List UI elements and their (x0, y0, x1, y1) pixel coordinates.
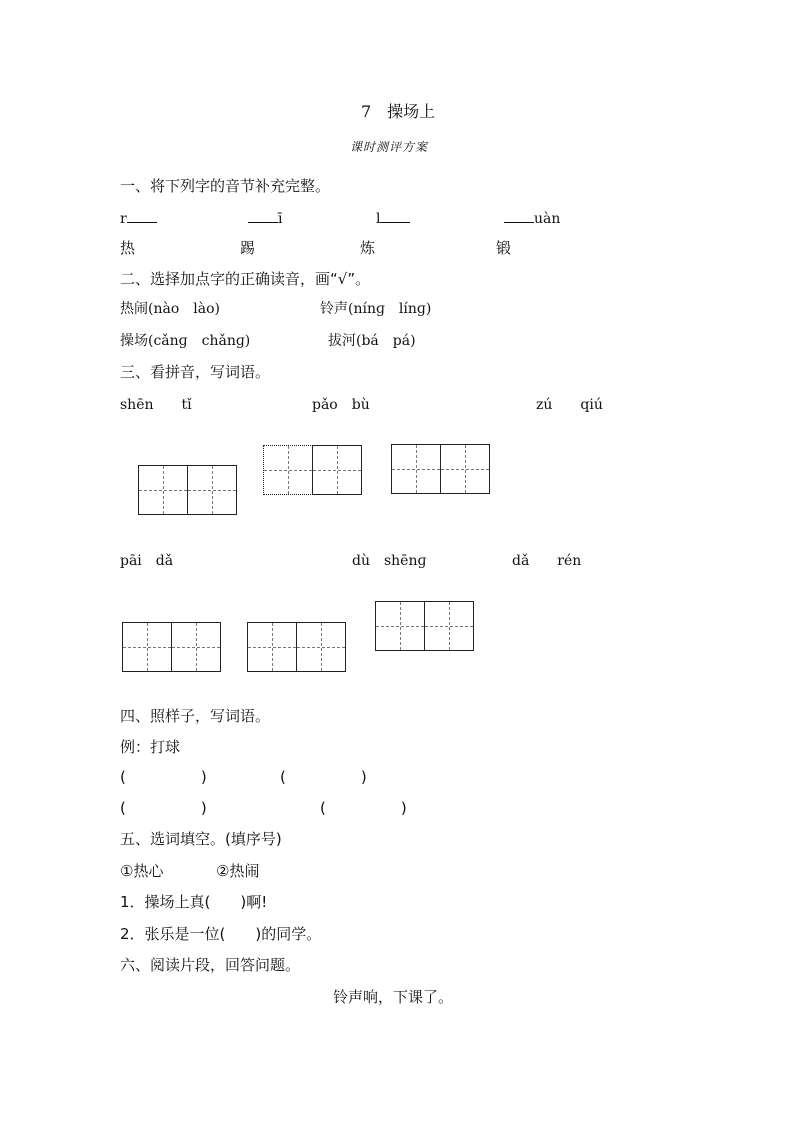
syllable-char-4: 锻 (496, 239, 512, 257)
section3-heading: 三、看拼音，写词语。 (120, 363, 271, 381)
option-2: ②热闹 (216, 862, 260, 880)
syllable-suffix: uàn (534, 211, 561, 227)
section6-heading: 六、阅读片段，回答问题。 (120, 956, 301, 974)
word-blank-2[interactable]: ( ) (280, 768, 367, 786)
syllable-suffix: ī (278, 211, 283, 227)
word-blank-4[interactable]: ( ) (320, 799, 407, 817)
option-1: ①热心 (120, 862, 164, 880)
syllable-prefix: l (376, 211, 381, 227)
reading-choice-4[interactable]: 拔河(bá pá) (328, 333, 416, 349)
pinyin-prompt-1: shēn tǐ (120, 397, 192, 413)
syllable-item-4 (504, 208, 560, 228)
syllable-item-2 (248, 208, 282, 228)
fill-question-2[interactable]: 2．张乐是一位( )的同学。 (120, 925, 322, 943)
syllable-char-2: 踢 (240, 239, 256, 257)
section2-heading: 二、选择加点字的正确读音，画“√”。 (120, 270, 371, 288)
reading-choice-3[interactable]: 操场(cǎnɡ chǎnɡ) (120, 333, 251, 349)
pinyin-prompt-3: zú qiú (536, 397, 603, 413)
example-word: 例：打球 (120, 738, 181, 756)
syllable-item-3 (376, 208, 410, 228)
syllable-char-3: 炼 (360, 239, 376, 257)
section1-heading: 一、将下列字的音节补充完整。 (120, 177, 331, 195)
syllable-blank[interactable] (504, 208, 534, 223)
section4-heading: 四、照样子，写词语。 (120, 707, 271, 725)
tianzige-grid[interactable] (122, 622, 222, 672)
syllable-blank[interactable] (380, 208, 410, 223)
syllable-char-1: 热 (120, 239, 136, 257)
reading-choice-1[interactable]: 热闹(nào lào) (120, 301, 220, 317)
pinyin-prompt-2: pǎo bù (312, 397, 370, 413)
section5-heading: 五、选词填空。(填序号) (120, 830, 282, 848)
syllable-prefix: r (120, 211, 127, 227)
word-blank-1[interactable]: ( ) (120, 768, 207, 786)
tianzige-grid[interactable] (263, 445, 363, 495)
word-blank-3[interactable]: ( ) (120, 799, 207, 817)
syllable-blank[interactable] (127, 208, 157, 223)
passage-line: 铃声响，下课了。 (333, 988, 454, 1006)
tianzige-grid[interactable] (391, 444, 491, 494)
pinyin-prompt-5: dù shēnɡ (352, 553, 427, 569)
reading-choice-2[interactable]: 铃声(nínɡ línɡ) (320, 301, 432, 317)
pinyin-prompt-6: dǎ rén (512, 553, 582, 569)
tianzige-grid[interactable] (247, 622, 347, 672)
fill-question-1[interactable]: 1．操场上真( )啊! (120, 893, 268, 911)
tianzige-grid[interactable] (375, 601, 475, 651)
tianzige-grid[interactable] (138, 465, 238, 515)
pinyin-prompt-4: pāi dǎ (120, 553, 174, 569)
syllable-blank[interactable] (248, 208, 278, 223)
syllable-item-1 (120, 208, 157, 228)
page-title: 7 操场上 (361, 102, 436, 121)
page-subtitle: 课时测评方案 (350, 140, 429, 154)
